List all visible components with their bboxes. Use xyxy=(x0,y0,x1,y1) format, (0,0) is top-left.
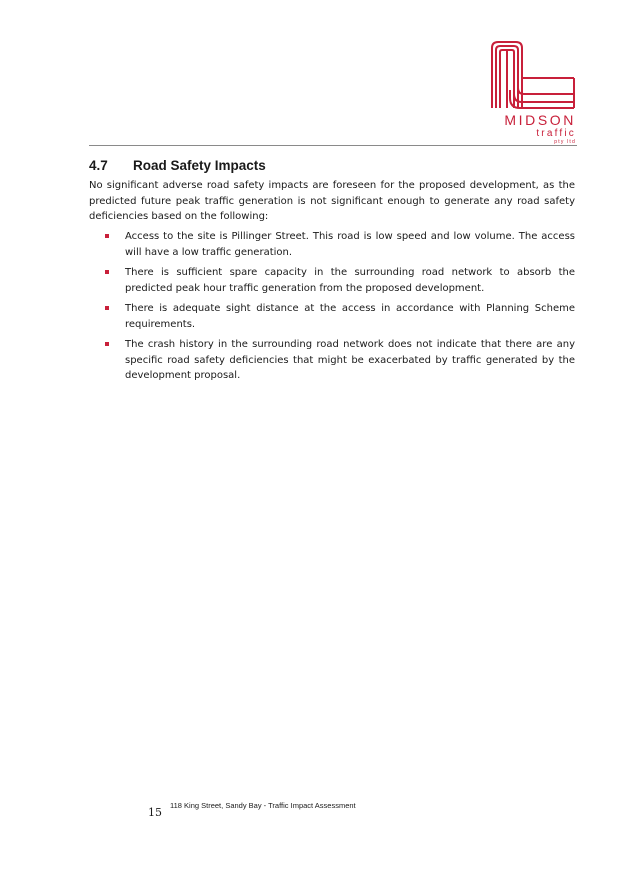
list-item-text: Access to the site is Pillinger Street. This road is low speed and low volume. The access will have a low traffic generation. xyxy=(125,231,575,258)
list-item xyxy=(89,301,575,332)
bullet-marker-icon xyxy=(105,270,109,274)
list-item xyxy=(89,229,575,260)
midson-logo-mark xyxy=(486,38,576,110)
logo-mark-icon xyxy=(486,38,576,110)
bullet-marker-icon xyxy=(105,342,109,346)
bullet-marker-icon xyxy=(105,306,109,310)
list-item xyxy=(89,265,575,296)
section-intro: No significant adverse road safety impacts are foreseen for the proposed development, as the predicted future peak traffic generation is not significant enough to generate any road safety deficiencies based on the following: xyxy=(89,180,575,222)
header-divider xyxy=(89,145,577,146)
list-item-text: There is adequate sight distance at the access in accordance with Planning Scheme requirements. xyxy=(125,303,575,330)
section-heading xyxy=(89,158,266,173)
brand-legal-suffix: pty ltd xyxy=(554,139,576,145)
bullet-marker-icon xyxy=(105,234,109,238)
footer-document-title: 118 King Street, Sandy Bay - Traffic Impact Assessment xyxy=(170,801,356,810)
section-number: 4.7 xyxy=(89,158,108,173)
section-title: Road Safety Impacts xyxy=(133,158,266,173)
list-item xyxy=(89,337,575,384)
page-number: 15 xyxy=(148,806,162,819)
bullet-list xyxy=(89,229,575,389)
list-item-text: There is sufficient spare capacity in the surrounding road network to absorb the predicted peak hour traffic generation from the proposed development. xyxy=(125,267,575,294)
brand-subtitle: traffic xyxy=(536,128,576,139)
brand-name: MIDSON xyxy=(504,112,576,128)
list-item-text: The crash history in the surrounding road network does not indicate that there are any specific road safety deficiencies that might be exacerbated by traffic generated by the development proposal. xyxy=(125,339,575,381)
